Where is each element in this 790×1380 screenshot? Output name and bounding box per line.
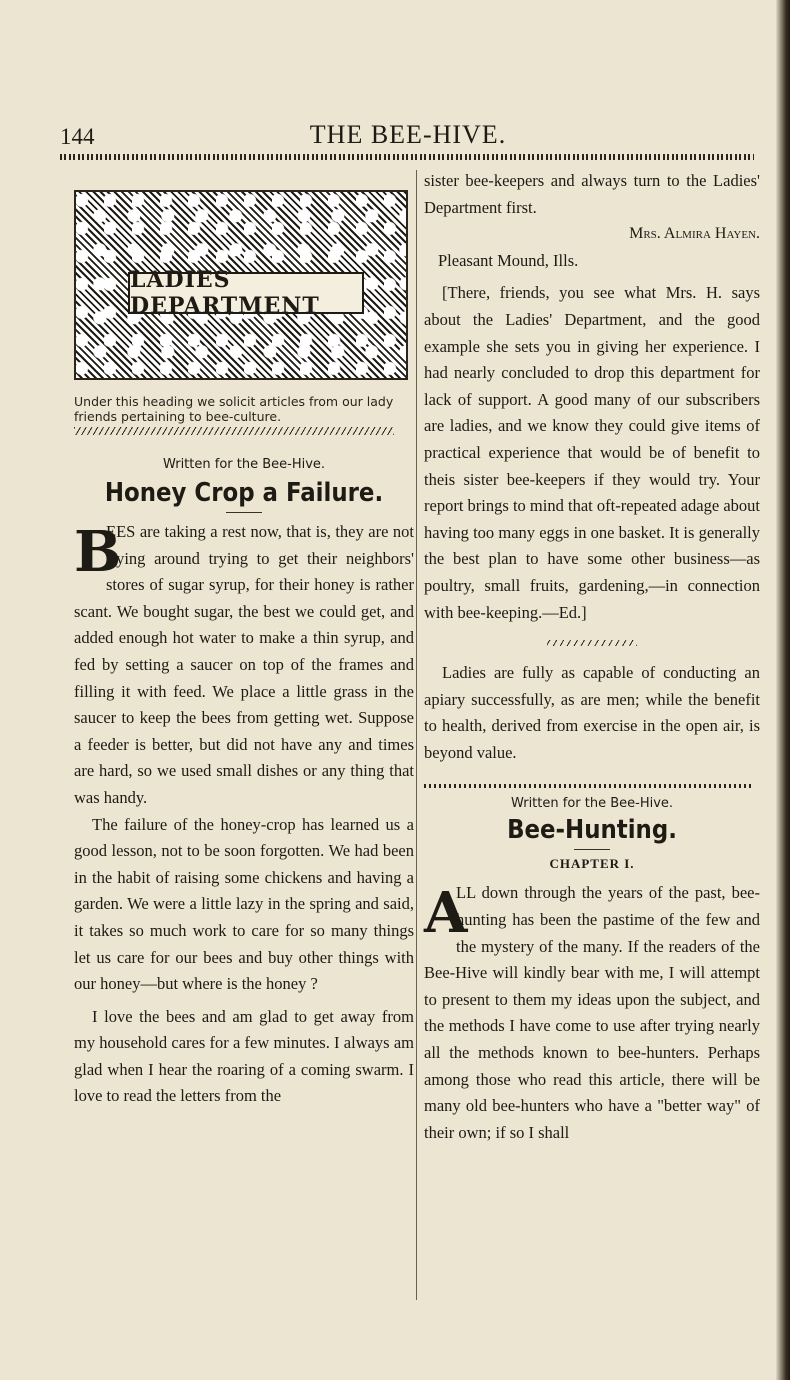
header-rule — [60, 154, 754, 160]
paragraph: The failure of the honey-crop has learned us a good lesson, not to be soon forgotten. We had been in the habit of raising some chickens and having a garden. We were a little lazy in the spring and said, it takes so much work to care for so many things let us care for our bees and buy other things with our honey—but where is the honey ? — [74, 814, 414, 994]
ladies-department-banner — [74, 190, 408, 380]
article-body-continued — [424, 168, 760, 626]
left-column — [74, 168, 414, 1110]
article-body — [74, 519, 414, 1110]
squiggle-rule — [74, 427, 394, 435]
paragraph: sister bee-keepers and always turn to the Ladies' Department first. — [424, 171, 760, 217]
article-headline: Honey Crop a Failure. — [104, 478, 384, 508]
headline-rule — [226, 512, 262, 513]
byline: Written for the Bee-Hive. — [510, 796, 674, 812]
column-rule — [416, 170, 417, 1300]
right-column — [424, 168, 760, 1146]
page-edge-shadow — [776, 0, 790, 1380]
page-header — [60, 118, 756, 158]
page-number: 144 — [60, 124, 95, 149]
byline: Written for the Bee-Hive. — [162, 457, 326, 472]
drop-cap: A — [424, 880, 468, 947]
paragraph: B EES are taking a rest now, that is, they are not flying around trying to get their neighbors' stores of sugar syrup, for their honey is rather scant. We bought sugar, the best we could get, and added enough hot water to make a thin syrup, and fed by setting a saucer on top of the frames and filling it with feed. We place a little grass in the saucer to keep the bees from getting wet. Suppose a feeder is better, but did not have any and times are hard, so we used small dishes or any thing that was handy. — [74, 519, 414, 807]
bee-hunting-body — [424, 880, 760, 1146]
editor-note: [There, friends, you see what Mrs. H. says about the Ladies' Department, and the good example she sets you in giving her experience. I had nearly concluded to drop this department for lack of support. A good many of our subscribers are ladies, and we know they could give items of practical experience that would be of benefit to theis sister bee-keepers if they would try. Your report brings to mind that oft-repeated adage about having too many eggs in one basket. It is generally the best plan to have some other business—as poultry, small fruits, gardening,—in connection with bee-keeping.—Ed.] — [424, 283, 760, 622]
ladies-note: Ladies are fully as capable of conducting an apiary successfully, as are men; while the benefit to health, derived from exercise in the open air, is beyond value. — [424, 663, 760, 762]
paragraph: I love the bees and am glad to get away from my household cares for a few minutes. I always am glad when I hear the roaring of a coming swarm. I love to read the letters from the — [74, 1006, 414, 1106]
department-caption: Under this heading we solicit articles from our lady friends pertaining to bee-culture. — [74, 394, 394, 424]
dotted-rule — [424, 784, 754, 788]
signature: Mrs. Almira Hayen. — [629, 225, 760, 243]
article-headline: Bee-Hunting. — [507, 815, 677, 846]
ornament-rule — [547, 640, 637, 646]
drop-cap: B — [74, 519, 122, 585]
paragraph: A LL down through the years of the past, bee-hunting has been the pastime of the few and the mystery of the many. If the readers of the Bee-Hive will kindly bear with me, I will attempt to present to them my ideas upon the subject, and the methods I have come to use after trying nearly all the methods known to bee-hunters. Perhaps among those who read this article, there will be many old bee-hunters who have a "better way" of their own; if so I shall — [424, 880, 760, 1142]
banner-label: LADIES DEPARTMENT — [128, 272, 364, 314]
page-title: THE BEE-HIVE. — [309, 120, 507, 149]
location: Pleasant Mound, Ills. — [438, 250, 579, 270]
chapter-heading: CHAPTER I. — [549, 856, 635, 872]
headline-rule — [574, 849, 610, 850]
ladies-note-block — [424, 660, 760, 766]
